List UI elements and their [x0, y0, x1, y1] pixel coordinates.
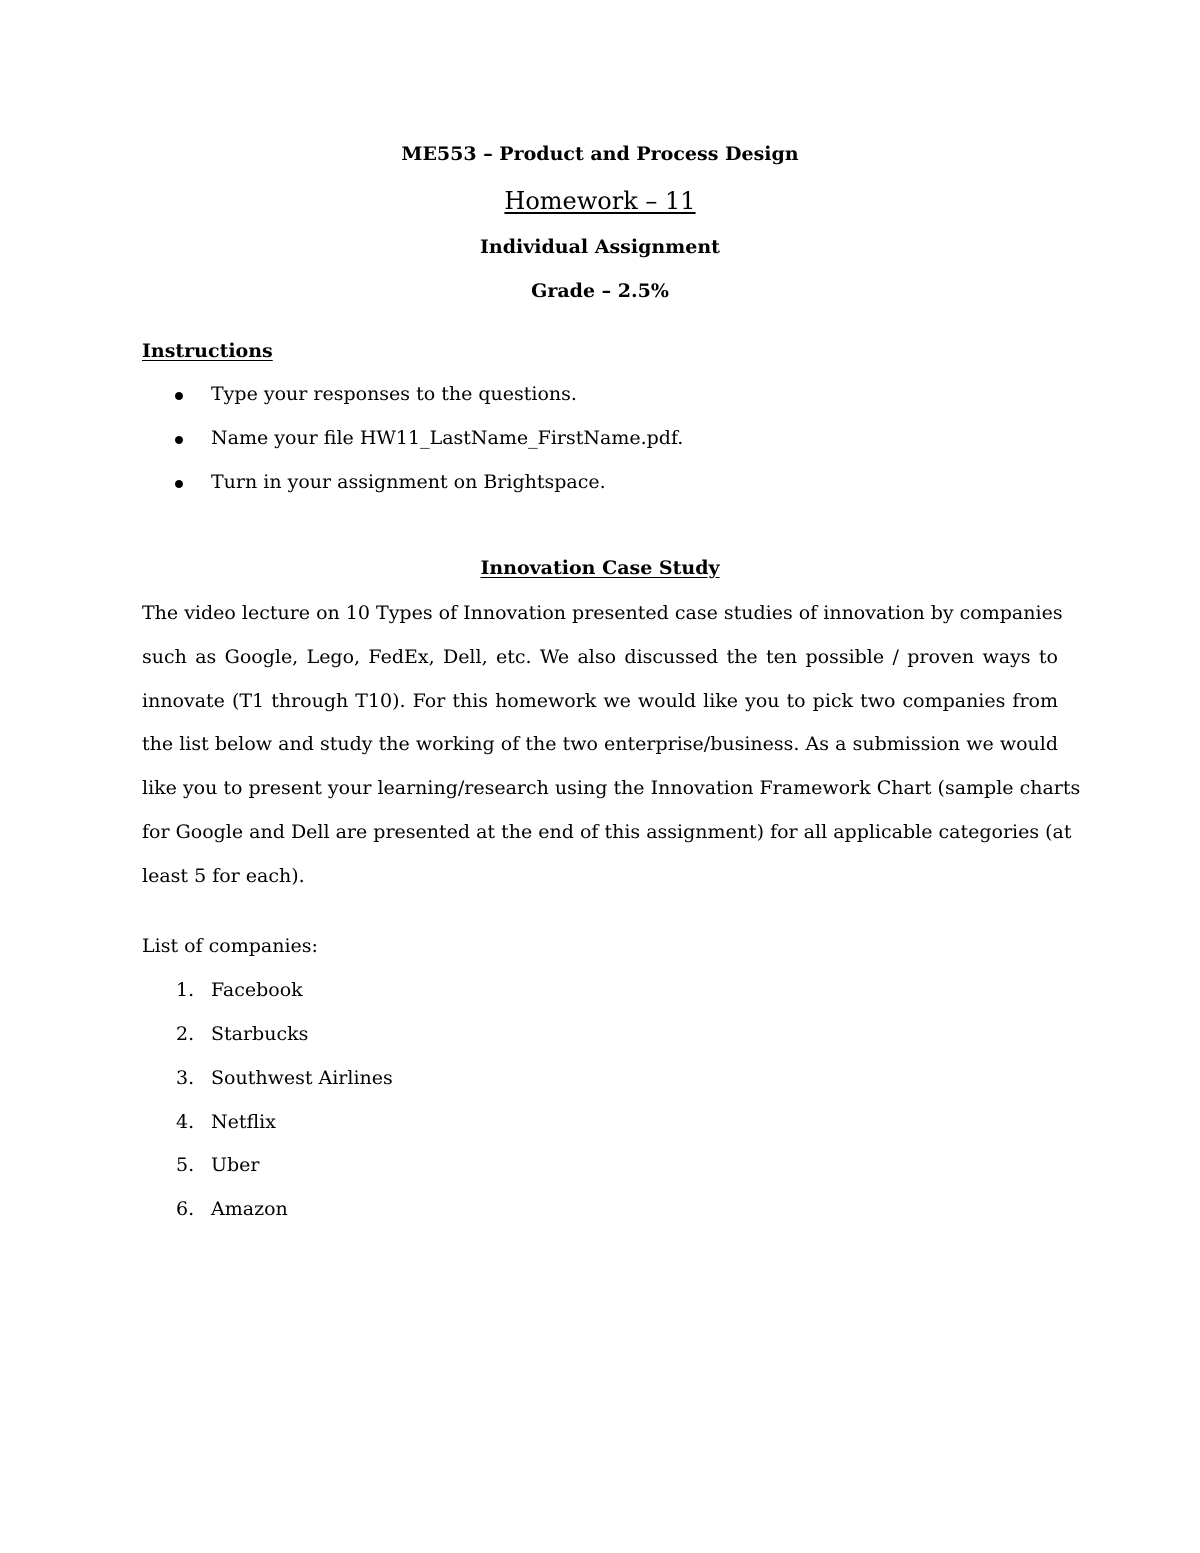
paragraph-line: innovate (T1 through T10). For this homework we would like you to pick two companies from	[142, 689, 1058, 712]
assignment-type: Individual Assignment	[480, 236, 720, 258]
companies-list-intro: List of companies:	[142, 935, 318, 957]
list-number: 6.	[176, 1198, 195, 1220]
case-study-heading: Innovation Case Study	[480, 557, 720, 579]
company-name: Southwest Airlines	[211, 1067, 393, 1089]
list-number: 1.	[176, 979, 195, 1001]
bullet-icon	[175, 480, 183, 488]
company-name: Facebook	[211, 979, 303, 1001]
paragraph-line: the list below and study the working of the two enterprise/business. As a submission we would	[142, 733, 1058, 756]
list-number: 2.	[176, 1023, 195, 1045]
company-name: Starbucks	[211, 1023, 309, 1045]
instruction-text: Type your responses to the questions.	[211, 383, 577, 405]
paragraph-line: such as Google, Lego, FedEx, Dell, etc. We also discussed the ten possible / proven ways to	[142, 645, 1058, 668]
paragraph-line: like you to present your learning/research using the Innovation Framework Chart (sample charts	[142, 777, 1081, 800]
grade-weight: Grade – 2.5%	[531, 280, 669, 302]
instruction-text: Name your file HW11_LastName_FirstName.pdf.	[211, 427, 684, 449]
bullet-icon	[175, 392, 183, 400]
company-name: Uber	[211, 1154, 260, 1176]
list-number: 3.	[176, 1067, 195, 1089]
bullet-icon	[175, 436, 183, 444]
paragraph-line: for Google and Dell are presented at the end of this assignment) for all applicable categories (at	[142, 820, 1072, 843]
list-number: 5.	[176, 1154, 195, 1176]
instruction-text: Turn in your assignment on Brightspace.	[211, 471, 606, 493]
instructions-heading: Instructions	[142, 340, 273, 362]
course-title: ME553 – Product and Process Design	[401, 143, 799, 165]
paragraph-line: The video lecture on 10 Types of Innovation presented case studies of innovation by companies	[142, 602, 1063, 624]
company-name: Amazon	[211, 1198, 288, 1220]
case-study-paragraph	[142, 600, 1081, 907]
list-number: 4.	[176, 1111, 195, 1133]
homework-title: Homework – 11	[504, 187, 696, 215]
company-name: Netflix	[211, 1111, 276, 1133]
paragraph-line: least 5 for each).	[142, 864, 305, 887]
